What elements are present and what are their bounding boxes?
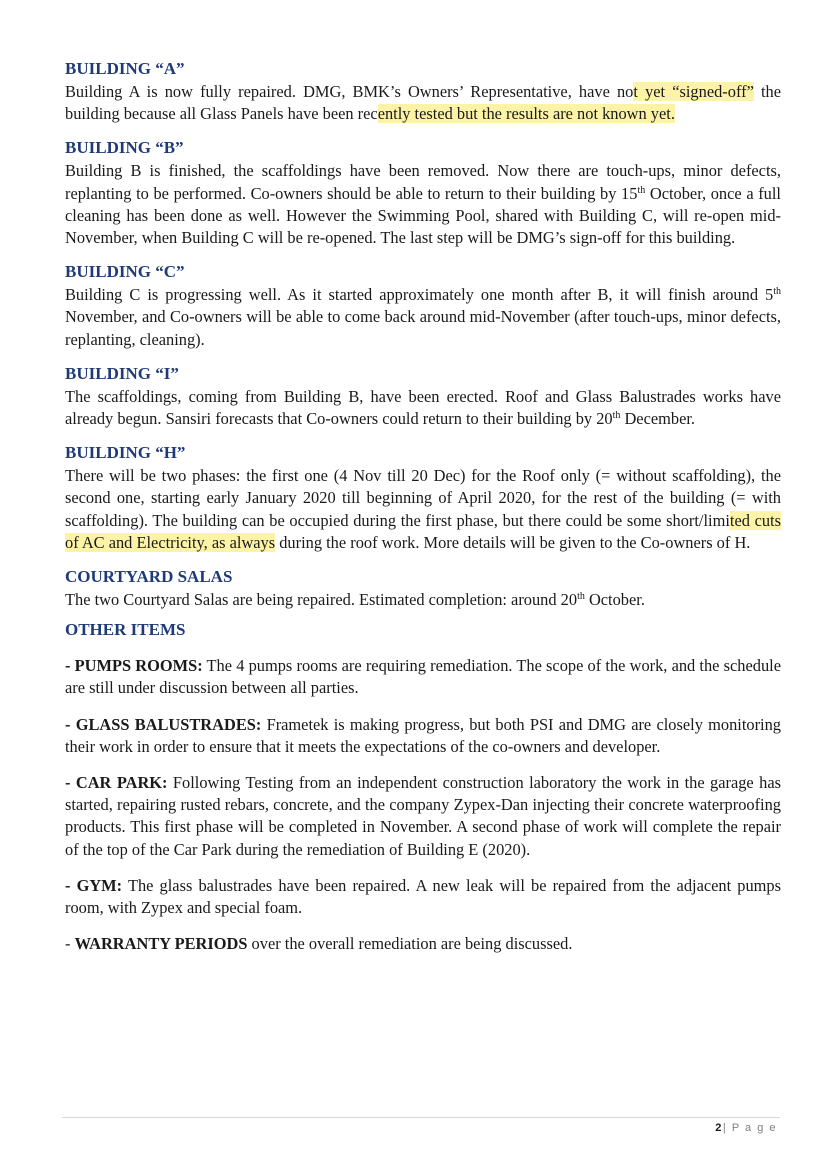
- page-label: | P a g e: [722, 1122, 777, 1134]
- building-i-heading: BUILDING “I”: [65, 363, 179, 383]
- page-footer: [715, 1122, 777, 1134]
- highlight: ently tested but the results are not known yet.: [377, 104, 675, 124]
- building-i-paragraph: The scaffoldings, coming from Building B, have been erected. Roof and Glass Balustrades works have already begun. Sansiri forecasts that Co-owners could return to their building by 20th December.: [65, 386, 781, 429]
- building-b-paragraph: Building B is finished, the scaffoldings have been removed. Now there are touch-ups, minor defects, replanting to be performed. Co-owners should be able to return to their building by 15th October, once a full cleaning has been done as well. However the Swimming Pool, shared with Building C, will re-open mid-November, when Building C will be re-opened. The last step will be DMG’s sign-off for this building.: [65, 161, 781, 248]
- building-h-paragraph: There will be two phases: the first one (4 Nov till 20 Dec) for the Roof only (= without scaffolding), the second one, starting early January 2020 till beginning of April 2020, for the rest of the building (= with scaffolding). The building can be occupied during the first phase, but there could be some short/limited cuts of AC and Electricity, as always during the roof work. More details will be given to the Co-owners of H.: [65, 466, 781, 552]
- highlight: ted cuts of AC and Electricity, as always: [65, 510, 781, 552]
- car-park-item: - CAR PARK: Following Testing from an independent construction laboratory the work in the garage has started, repairing rusted rebars, concrete, and the company Zypex-Dan injecting their concrete waterproofing products. This first phase will be completed in November. A second phase of work will complete the repair of the top of the Car Park during the remediation of Building E (2020).: [65, 773, 781, 859]
- courtyard-heading: COURTYARD SALAS: [65, 567, 233, 587]
- building-c-heading: BUILDING “C”: [65, 262, 185, 282]
- building-a-heading: BUILDING “A”: [65, 59, 185, 78]
- other-items-heading: OTHER ITEMS: [65, 620, 186, 640]
- gym-item: - GYM: The glass balustrades have been repaired. A new leak will be repaired from the adjacent pumps room, with Zypex and special foam.: [65, 875, 781, 918]
- highlight: t yet “signed-off”: [633, 82, 754, 101]
- pumps-rooms-item: - PUMPS ROOMS: The 4 pumps rooms are requiring remediation. The scope of the work, and the schedule are still under discussion between all parties.: [65, 656, 781, 698]
- courtyard-paragraph: The two Courtyard Salas are being repaired. Estimated completion: around 20th October.: [65, 590, 645, 610]
- building-c-paragraph: Building C is progressing well. As it started approximately one month after B, it will finish around 5th November, and Co-owners will be able to come back around mid-November (after touch-ups, minor defects, replanting, cleaning).: [65, 285, 781, 349]
- document-page: [65, 58, 781, 969]
- footer-divider: [62, 1117, 780, 1118]
- building-b-heading: BUILDING “B”: [65, 138, 184, 158]
- page-number: 2: [715, 1122, 723, 1134]
- glass-balustrades-item: - GLASS BALUSTRADES: Frametek is making progress, but both PSI and DMG are closely monitoring their work in order to ensure that it meets the expectations of the co-owners and developer.: [65, 714, 781, 756]
- building-h-heading: BUILDING “H”: [65, 443, 186, 463]
- building-a-paragraph: Building A is now fully repaired. DMG, BMK’s Owners’ Representative, have not yet “signed-off” the building because all Glass Panels have been recently tested but the results are not known yet.: [65, 82, 781, 124]
- warranty-periods-item: - WARRANTY PERIODS over the overall remediation are being discussed.: [65, 934, 573, 954]
